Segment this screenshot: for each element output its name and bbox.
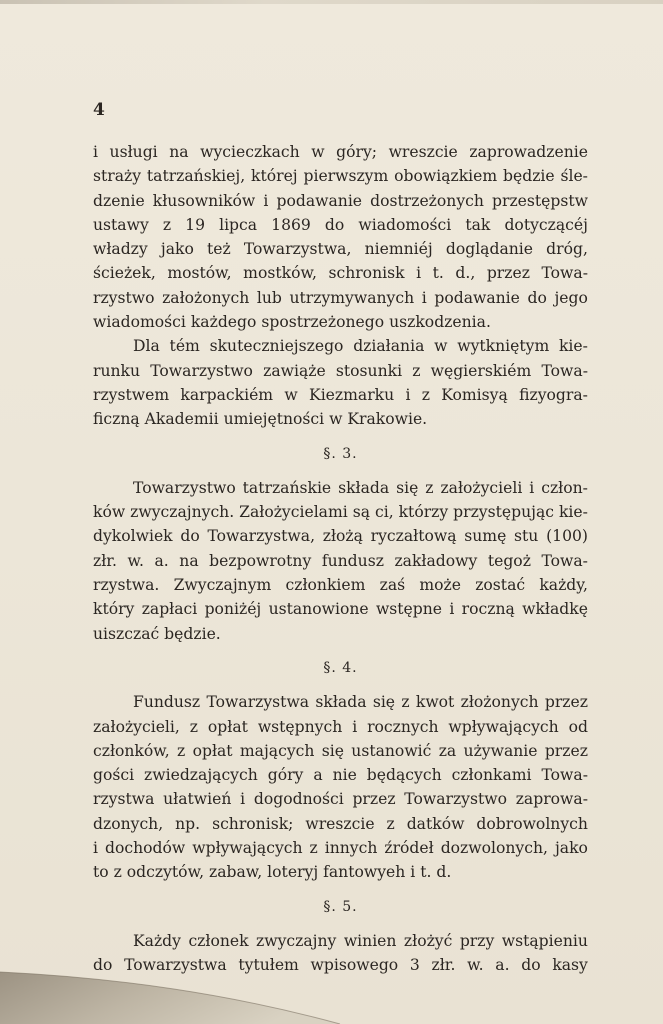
word: używanie — [463, 741, 538, 760]
section-heading: §. 4. — [323, 659, 358, 676]
word: góry; — [336, 143, 378, 161]
text-line — [93, 237, 588, 261]
word: członek — [188, 931, 249, 950]
word: i — [449, 600, 455, 619]
word: wpływających — [192, 839, 303, 858]
section-gap — [93, 432, 588, 442]
word: źródeł — [384, 839, 434, 858]
word: Towarzystwo — [404, 790, 507, 809]
section-heading: §. 5. — [323, 898, 358, 915]
word: wiadomości — [358, 215, 452, 234]
word: Każdy — [133, 931, 181, 950]
word: 19 — [185, 215, 205, 234]
word: rzystwa. — [93, 576, 160, 595]
word: jego — [554, 288, 588, 307]
word: z — [425, 478, 434, 497]
word: a. — [495, 956, 510, 975]
word: dykolwiek — [93, 527, 173, 546]
word: ustawy — [93, 215, 149, 234]
word: obowiązkiem — [394, 167, 498, 186]
text-line — [93, 787, 588, 811]
text-line — [93, 763, 588, 787]
word: i — [93, 839, 98, 858]
word: zostać — [475, 576, 526, 595]
text-line — [93, 383, 588, 407]
word: (100) — [546, 527, 588, 546]
word: składa — [315, 693, 367, 712]
word: zawiąże — [263, 361, 326, 380]
text-line — [93, 476, 588, 500]
word: zaś — [379, 576, 406, 595]
word: Towarzystwa — [124, 956, 227, 975]
word: lipca — [219, 215, 258, 234]
word: mostów, — [167, 264, 232, 283]
word: kasy — [552, 956, 588, 975]
word: góry — [267, 766, 304, 785]
word: w. — [467, 956, 484, 975]
word: z — [421, 385, 430, 404]
word: do — [527, 288, 547, 307]
word: a. — [154, 551, 169, 570]
word: ułatwień — [163, 790, 232, 809]
word: skuteczniejszego — [209, 337, 344, 356]
word: do — [180, 527, 200, 546]
word: Towa- — [541, 361, 588, 380]
word: wstępne — [375, 600, 443, 619]
word: Towa- — [541, 264, 588, 283]
word: t. — [432, 264, 444, 283]
word: złożonych — [460, 693, 539, 712]
word: a — [313, 766, 323, 785]
word: i — [421, 288, 427, 307]
word: też — [206, 240, 231, 259]
word: Założycielami — [239, 503, 348, 522]
word: złr. — [431, 956, 456, 975]
section-gap — [93, 919, 588, 929]
word: schronisk — [328, 264, 405, 283]
text-line — [93, 164, 588, 188]
word: na — [179, 551, 199, 570]
word: Fundusz — [133, 693, 201, 712]
word: przez — [544, 693, 588, 712]
word: Dla — [133, 337, 160, 356]
word: przystępując — [453, 503, 555, 522]
text-line — [93, 524, 588, 548]
word: zaprowadzenie — [469, 143, 588, 161]
word: z — [412, 361, 421, 380]
word: wreszcie — [305, 814, 375, 833]
word: Kiezmarku — [309, 385, 395, 404]
word: kwot — [415, 693, 455, 712]
word: w — [284, 385, 298, 404]
word: niemniéj — [364, 240, 433, 259]
word: wreszcie — [388, 143, 458, 161]
word: tytułem — [238, 956, 299, 975]
word: doglądanie — [445, 240, 534, 259]
word: podawanie — [434, 288, 520, 307]
word: dostrzeżonych — [370, 191, 484, 210]
word: roczną — [461, 600, 515, 619]
word: opłat — [207, 717, 248, 736]
word: straży — [93, 167, 142, 186]
word: i — [529, 478, 535, 497]
word: w — [311, 143, 325, 161]
word: Towarzystwa — [206, 693, 310, 712]
word: wstąpieniu — [501, 931, 588, 950]
section-gap — [93, 466, 588, 476]
word: ryczałtową — [370, 527, 457, 546]
word: karpackiém — [180, 385, 274, 404]
word: wytkniętym — [457, 337, 550, 356]
word: złożą — [322, 527, 363, 546]
word: kie- — [558, 503, 588, 522]
text-line — [93, 715, 588, 739]
word: zwiedzających — [144, 766, 258, 785]
word: ci, — [374, 503, 394, 522]
word: i — [405, 385, 411, 404]
text-line — [93, 359, 588, 383]
word: wpływających — [448, 717, 559, 736]
word: człon- — [541, 478, 588, 497]
text-line — [93, 739, 588, 763]
word: do — [324, 215, 345, 234]
word: i — [352, 717, 358, 736]
word: i — [263, 191, 269, 210]
text-line — [93, 261, 588, 285]
word: przez — [486, 264, 530, 283]
word: tegoż — [487, 551, 531, 570]
word: dochodów — [104, 839, 186, 858]
word: mostków, — [243, 264, 317, 283]
word: się — [321, 741, 344, 760]
word: zwyczajny — [256, 931, 337, 950]
word: rzystwo — [93, 288, 155, 307]
word: datków — [406, 814, 465, 833]
word: nie — [332, 766, 357, 785]
word: np. — [175, 814, 201, 833]
word: dotyczącéj — [504, 215, 588, 234]
word: Komisyą — [441, 385, 508, 404]
word: władzy — [93, 240, 148, 259]
word: fizyogra- — [519, 385, 588, 404]
word: Towa- — [541, 766, 588, 785]
word: runku — [93, 361, 141, 380]
word: założycieli, — [93, 717, 180, 736]
word: ków — [93, 503, 126, 522]
word: składa — [338, 478, 390, 497]
text-line — [93, 500, 588, 524]
word: i — [416, 264, 422, 283]
word: Towarzystwo — [150, 361, 253, 380]
word: zakładowy — [394, 551, 478, 570]
word: członków, — [93, 741, 170, 760]
word: przy — [459, 931, 495, 950]
word: ścieżek, — [93, 264, 156, 283]
text-line: uiszczać będzie. — [93, 624, 221, 643]
word: przestępstw — [492, 191, 588, 210]
word: którzy — [398, 503, 449, 522]
word: z — [189, 717, 198, 736]
section-gap — [93, 885, 588, 895]
word: z — [162, 215, 172, 234]
word: której — [251, 167, 298, 186]
word: od — [568, 717, 588, 736]
word: dobrowolnych — [476, 814, 588, 833]
word: usługi — [109, 143, 158, 161]
word: będących — [366, 766, 442, 785]
word: tém — [169, 337, 200, 356]
page-top-edge — [0, 0, 663, 4]
word: z — [401, 693, 410, 712]
word: są — [352, 503, 371, 522]
text-line — [93, 286, 588, 310]
text-line: ficzną Akademii umiejętności w Krakowie. — [93, 410, 428, 429]
word: wkładkę — [522, 600, 588, 619]
word: zapłaci — [141, 600, 198, 619]
word: Zwyczajnym — [173, 576, 272, 595]
word: kłusowników — [152, 191, 256, 210]
word: stosunki — [335, 361, 403, 380]
word: założycieli — [440, 478, 523, 497]
word: rocznych — [367, 717, 439, 736]
word: działania — [353, 337, 425, 356]
word: z — [177, 741, 186, 760]
word: Towarzystwo — [133, 478, 236, 497]
word: poniżéj — [204, 600, 262, 619]
word: będzie — [503, 167, 555, 186]
text-line — [93, 573, 588, 597]
word: dozwolonych, — [440, 839, 548, 858]
text-line — [93, 812, 588, 836]
word: dzonych, — [93, 814, 164, 833]
word: wycieczkach — [200, 143, 300, 161]
word: fundusz — [321, 551, 384, 570]
word: może — [419, 576, 461, 595]
word: gości — [93, 766, 135, 785]
word: do — [521, 956, 541, 975]
word: 1869 — [271, 215, 311, 234]
text-line — [93, 597, 588, 621]
word: utrzymywanych — [289, 288, 415, 307]
paper-fold-shadow — [0, 944, 663, 1024]
word: 3 — [409, 956, 420, 975]
word: i — [93, 143, 98, 161]
word: winien — [343, 931, 397, 950]
word: kie- — [558, 337, 588, 356]
text-line — [93, 334, 588, 358]
word: złr. — [93, 551, 117, 570]
word: sumę — [464, 527, 507, 546]
word: z — [386, 814, 395, 833]
text-line — [93, 140, 588, 164]
word: d., — [455, 264, 476, 283]
word: przez — [352, 790, 396, 809]
word: w — [434, 337, 448, 356]
word: opłat — [192, 741, 233, 760]
word: śle- — [560, 167, 588, 186]
word: dróg, — [546, 240, 588, 259]
word: w. — [127, 551, 144, 570]
word: tatrzańskiej, — [146, 167, 246, 186]
word: ustanowić — [351, 741, 432, 760]
word: z — [309, 839, 318, 858]
word: lub — [256, 288, 282, 307]
word: członkami — [451, 766, 532, 785]
word: stu — [514, 527, 539, 546]
section-heading: §. 3. — [323, 445, 358, 462]
word: jako — [160, 240, 194, 259]
text-line — [93, 189, 588, 213]
word: ustanowione — [268, 600, 369, 619]
word: każdy, — [539, 576, 588, 595]
word: przez — [544, 741, 588, 760]
text-line — [93, 549, 588, 573]
word: Towarzystwa, — [243, 240, 352, 259]
word: się — [396, 478, 419, 497]
word: schronisk; — [212, 814, 294, 833]
word: Towa- — [541, 551, 588, 570]
word: zwyczajnych. — [130, 503, 235, 522]
word: rzystwem — [93, 385, 170, 404]
word: założonych — [162, 288, 250, 307]
word: mających — [239, 741, 315, 760]
page-number: 4 — [93, 100, 105, 120]
text-line — [93, 690, 588, 714]
word: węgierskiém — [430, 361, 532, 380]
word: Towarzystwa, — [207, 527, 316, 546]
word: wstępnych — [257, 717, 343, 736]
text-line — [93, 213, 588, 237]
word: złożyć — [403, 931, 453, 950]
text-line — [93, 836, 588, 860]
section-gap — [93, 680, 588, 690]
word: członkiem — [285, 576, 366, 595]
word: tatrzańskie — [242, 478, 332, 497]
word: bezpowrotny — [209, 551, 312, 570]
word: podawanie — [276, 191, 363, 210]
word: tak — [465, 215, 491, 234]
word: zaprowa- — [515, 790, 588, 809]
word: innych — [324, 839, 378, 858]
word: pierwszym — [303, 167, 389, 186]
word: do — [93, 956, 113, 975]
word: za — [438, 741, 457, 760]
word: wpisowego — [310, 956, 399, 975]
word: dzenie — [93, 191, 145, 210]
word: jako — [554, 839, 588, 858]
text-line: wiadomości każdego spostrzeżonego uszkodzenia. — [93, 313, 491, 332]
body-text — [93, 140, 588, 978]
section-gap — [93, 646, 588, 656]
word: rzystwa — [93, 790, 155, 809]
text-line: to z odczytów, zabaw, loteryj fantowyeh i t. d. — [93, 863, 452, 882]
word: dogodności — [253, 790, 344, 809]
word: i — [240, 790, 246, 809]
word: się — [372, 693, 396, 712]
word: który — [93, 600, 135, 619]
word: na — [169, 143, 189, 161]
